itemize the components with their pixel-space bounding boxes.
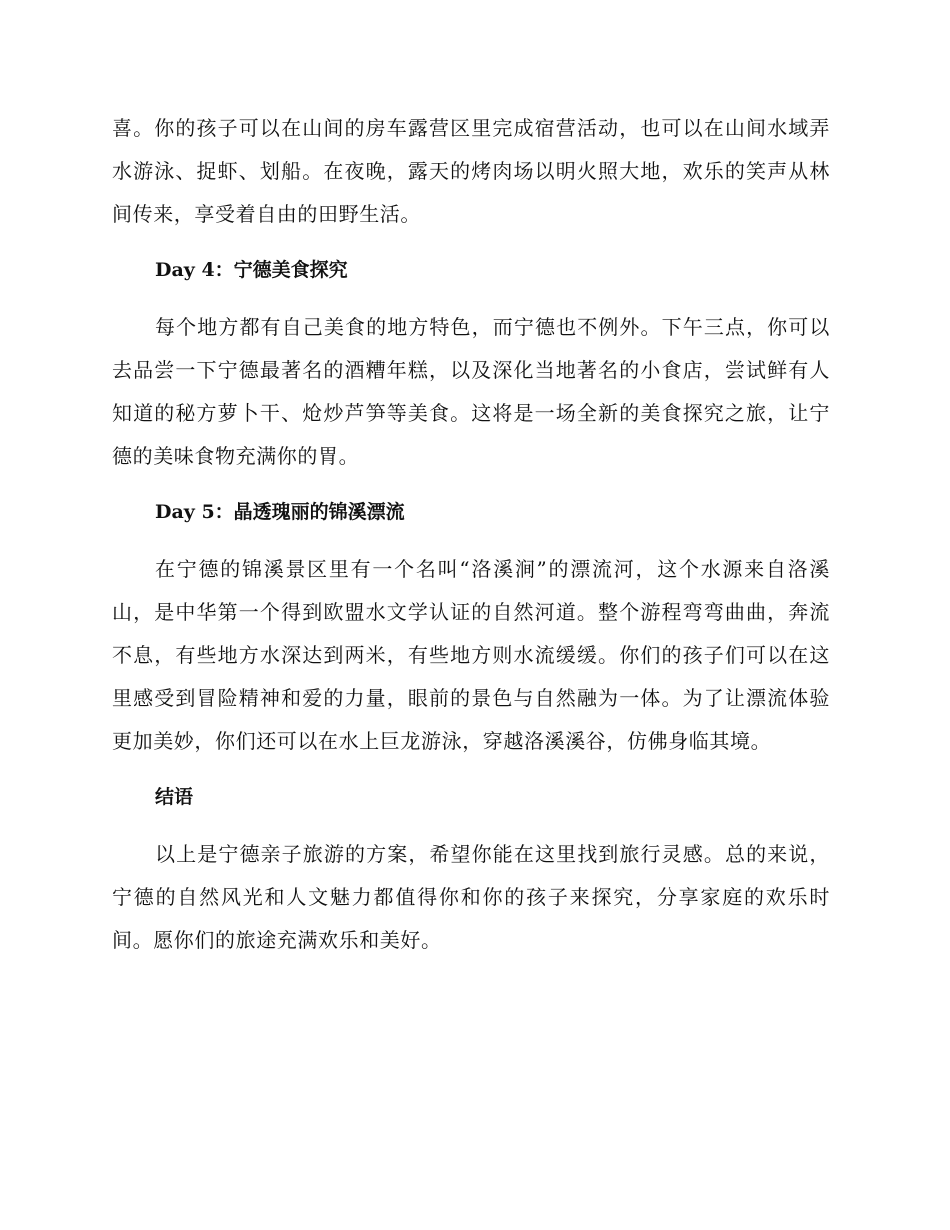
conclusion-paragraph: 以上是宁德亲子旅游的方案，希望你能在这里找到旅行灵感。总的来说，宁德的自然风光和人文魅力都值得你和你的孩子来探究，分享家庭的欢乐时间。愿你们的旅途充满欢乐和美好。 xyxy=(112,842,830,952)
day4-heading: Day 4：宁德美食探究 xyxy=(155,259,348,281)
conclusion-heading: 结语 xyxy=(155,786,194,808)
day5-paragraph: 在宁德的锦溪景区里有一个名叫“洛溪涧”的漂流河，这个水源来自洛溪山，是中华第一个得到欧盟水文学认证的自然河道。整个游程弯弯曲曲，奔流不息，有些地方水深达到两米，有些地方则水流缓缓。你们的孩子们可以在这里感受到冒险精神和爱的力量，眼前的景色与自然融为一体。为了让漂流体验更加美妙，你们还可以在水上巨龙游泳，穿越洛溪溪谷，仿佛身临其境。 xyxy=(112,557,830,753)
day5-heading: Day 5：晶透瑰丽的锦溪漂流 xyxy=(155,501,405,523)
day4-paragraph: 每个地方都有自己美食的地方特色，而宁德也不例外。下午三点，你可以去品尝一下宁德最著名的酒糟年糕，以及深化当地著名的小食店，尝试鲜有人知道的秘方萝卜干、炝炒芦笋等美食。这将是一场全新的美食探究之旅，让宁德的美味食物充满你的胃。 xyxy=(112,315,830,468)
intro-paragraph: 喜。你的孩子可以在山间的房车露营区里完成宿营活动，也可以在山间水域弄水游泳、捉虾、划船。在夜晚，露天的烤肉场以明火照大地，欢乐的笑声从林间传来，享受着自由的田野生活。 xyxy=(112,116,830,226)
